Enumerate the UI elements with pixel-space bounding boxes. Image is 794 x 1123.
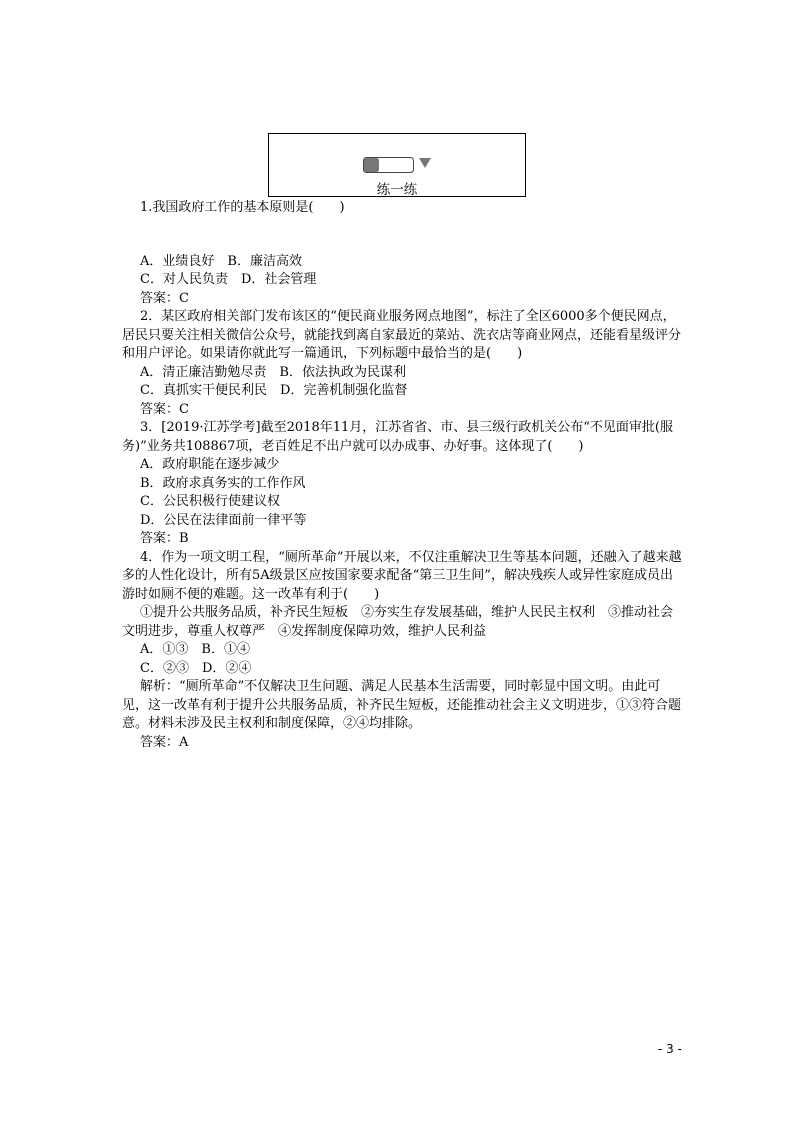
q3-stem: 3．[2019·江苏学考]截至2018年11月，江苏省省、市、县三级行政机关公布“不见面审批(服务)”业务共108867项，老百姓足不出户就可以办成事、办好事。这体现了( )	[122, 420, 673, 454]
question-list	[122, 199, 682, 752]
q1-stem: 1.我国政府工作的基本原则是( )	[140, 200, 345, 215]
q2-stem: 2．某区政府相关部门发布该区的“便民商业服务网点地图”，标注了全区6000多个便民网点，居民只要关注相关微信公众号，就能找到离自家最近的菜站、洗衣店等商业网点，还能看星级评分和用户评论。如果请你就此写一篇通讯，下列标题中最恰当的是( )	[122, 309, 682, 361]
q1-options-ab: A．业绩良好 B．廉洁高效	[140, 253, 302, 269]
q4-analysis: 解析：“厕所革命”不仅解决卫生问题、满足人民基本生活需要，同时彰显中国文明。由此可见，这一改革有利于提升公共服务品质，补齐民生短板，还能推动社会主义文明进步，①③符合题意。材料未涉及民主权利和制度保障，②④均排除。	[122, 679, 682, 731]
q4-options-ab: A．①③ B．①④	[140, 642, 250, 657]
q1-answer: 答案：C	[140, 290, 189, 306]
q4-stem: 4．作为一项文明工程，“厕所革命”开展以来，不仅注重解决卫生等基本问题，还融入了越来越多的人性化设计，所有5A级景区应按国家要求配备“第三卫生间”，解决残疾人或异性家庭成员出游时如厕不便的难题。这一改革有利于( )	[122, 549, 682, 602]
answer-space	[122, 218, 682, 253]
q3-option-b: B．政府求真务实的工作作风	[140, 475, 306, 491]
q3-option-a: A．政府职能在逐步减少	[140, 457, 280, 472]
q4-statements: ①提升公共服务品质，补齐民生短板 ②夯实生存发展基础，维护人民民主权利 ③推动社会文明进步，尊重人权尊严 ④发挥制度保障功效，维护人民利益	[122, 605, 674, 639]
section-title: 练一练	[376, 182, 418, 198]
q4-options-cd: C．②③ D．②④	[140, 660, 252, 676]
q2-options-ab: A．清正廉洁勤勉尽责 B．依法执政为民谋利	[140, 364, 406, 380]
q3-option-d: D．公民在法律面前一律平等	[140, 512, 307, 528]
q1-options-cd: C．对人民负责 D．社会管理	[140, 272, 317, 287]
q2-answer: 答案：C	[140, 401, 189, 417]
q3-answer: 答案：B	[140, 531, 189, 546]
practice-toggle-icon	[363, 155, 433, 175]
section-header-box	[268, 133, 526, 197]
q3-option-c: C．公民积极行使建议权	[140, 494, 280, 509]
q4-answer: 答案：A	[140, 734, 189, 750]
page-number: - 3 -	[658, 1042, 682, 1056]
q2-options-cd: C．真抓实干便民利民 D．完善机制强化监督	[140, 383, 408, 398]
